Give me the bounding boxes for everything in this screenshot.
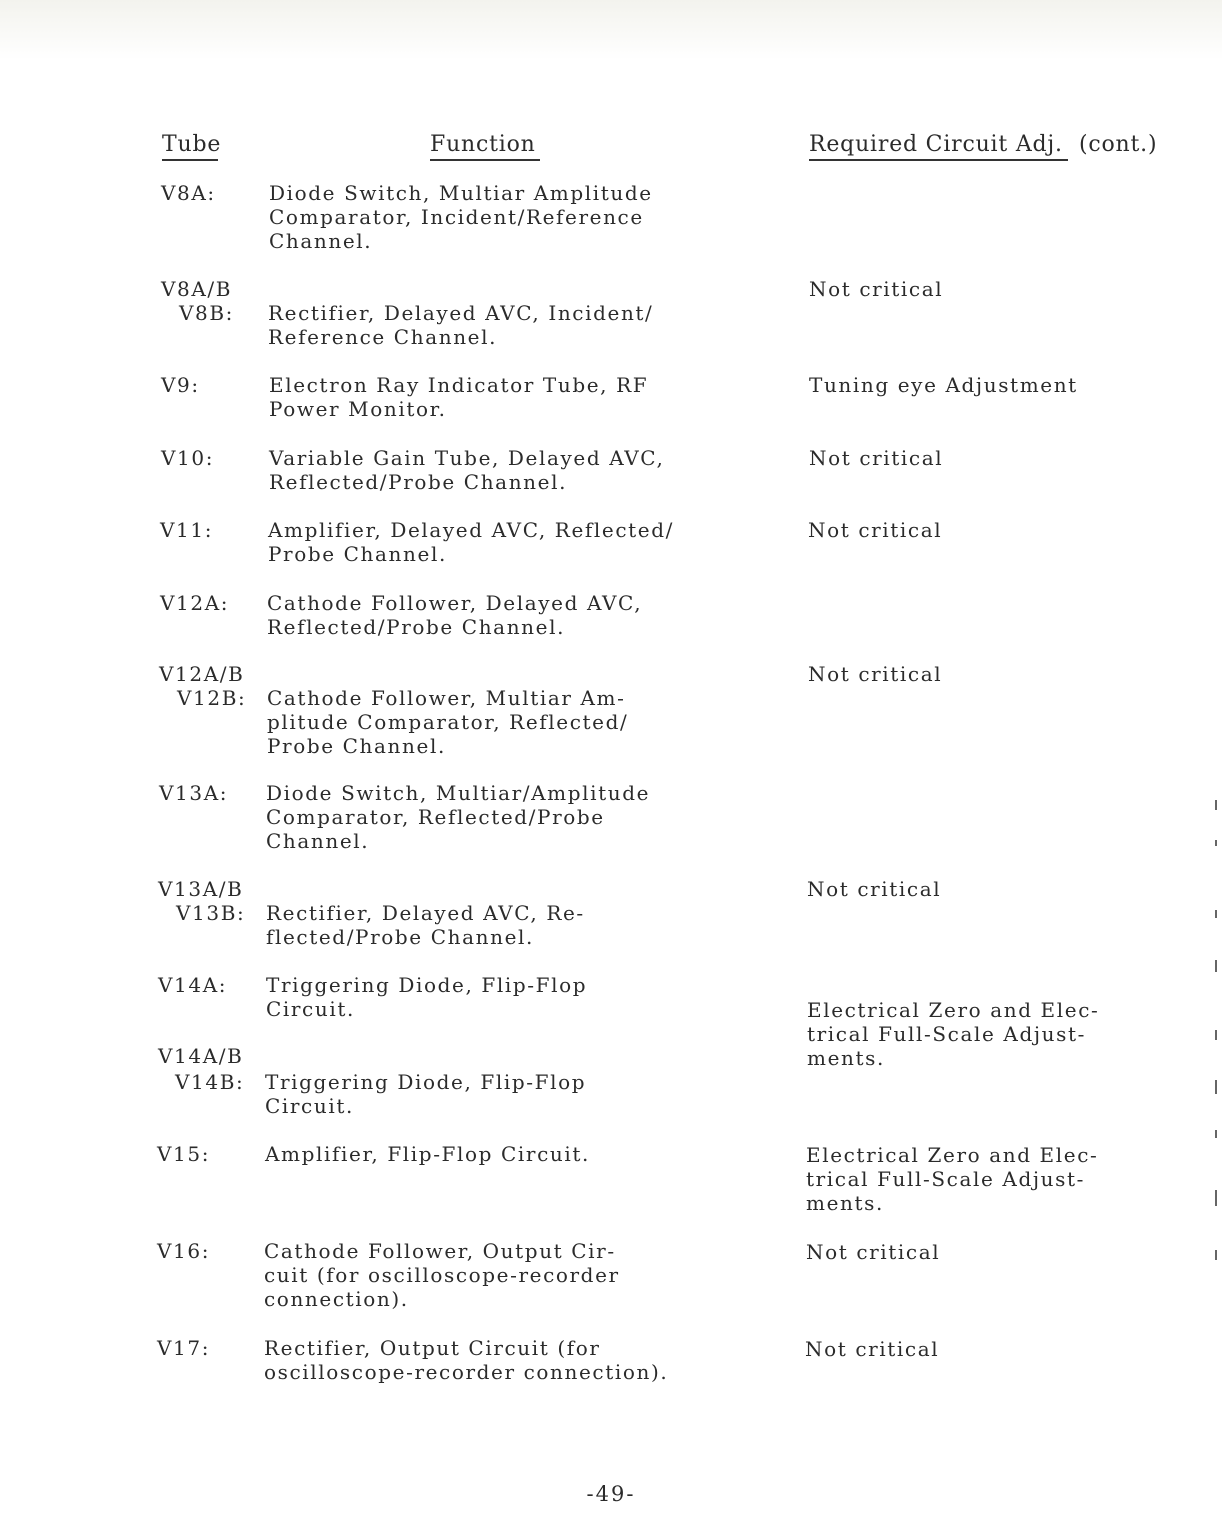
function-line: Rectifier, Delayed AVC, Re- [266, 901, 585, 925]
function-line: Channel. [269, 229, 373, 253]
tube-label: V14B: [175, 1070, 245, 1094]
function-line: flected/Probe Channel. [266, 925, 534, 949]
tube-label: V12A/B [159, 662, 245, 686]
scan-top-shading [0, 0, 1222, 60]
function-line: Reflected/Probe Channel. [269, 470, 568, 494]
adjustment-line: Not critical [807, 877, 942, 901]
header-tube: Tube [162, 132, 222, 157]
adjustment-line: Not critical [806, 1240, 941, 1264]
header-adjustment: Required Circuit Adj. [809, 132, 1063, 157]
scan-edge-mark [1215, 1130, 1217, 1138]
function-line: Cathode Follower, Delayed AVC, [267, 591, 643, 615]
function-line: Triggering Diode, Flip-Flop [265, 1070, 587, 1094]
adjustment-line: Not critical [808, 518, 943, 542]
function-line: Channel. [266, 829, 370, 853]
tube-label: V14A/B [158, 1044, 244, 1068]
function-line: Comparator, Incident/Reference [269, 205, 644, 229]
adjustment-line: Tuning eye Adjustment [809, 373, 1078, 397]
function-line: Rectifier, Output Circuit (for [264, 1336, 601, 1360]
tube-label: V11: [160, 518, 214, 542]
tube-label: V9: [161, 373, 200, 397]
adjustment-line: trical Full-Scale Adjust- [806, 1167, 1085, 1191]
header-function-underline [430, 159, 540, 161]
function-line: Comparator, Reflected/Probe [266, 805, 605, 829]
page-number: -49- [586, 1482, 636, 1506]
function-line: plitude Comparator, Reflected/ [267, 710, 629, 734]
function-line: Power Monitor. [269, 397, 447, 421]
function-line: Variable Gain Tube, Delayed AVC, [269, 446, 665, 470]
tube-label: V13A: [159, 781, 229, 805]
function-line: Amplifier, Delayed AVC, Reflected/ [268, 518, 674, 542]
scan-edge-mark [1215, 1080, 1217, 1094]
adjustment-line: Not critical [808, 662, 943, 686]
tube-label: V16: [157, 1239, 211, 1263]
tube-label: V8B: [179, 301, 235, 325]
scan-edge-mark [1215, 840, 1217, 846]
tube-label: V8A/B [161, 277, 233, 301]
function-line: Reference Channel. [268, 325, 498, 349]
tube-label: V15: [157, 1142, 211, 1166]
function-line: Reflected/Probe Channel. [267, 615, 566, 639]
tube-label: V10: [161, 446, 215, 470]
function-line: Cathode Follower, Multiar Am- [267, 686, 626, 710]
adjustment-line: Not critical [809, 277, 944, 301]
function-line: Amplifier, Flip-Flop Circuit. [265, 1142, 590, 1166]
scan-edge-mark [1215, 1190, 1217, 1206]
scan-edge-mark [1215, 1250, 1217, 1260]
function-line: Rectifier, Delayed AVC, Incident/ [268, 301, 654, 325]
tube-label: V14A: [158, 973, 228, 997]
function-line: Circuit. [265, 1094, 354, 1118]
function-line: Circuit. [266, 997, 355, 1021]
scan-edge-mark [1215, 800, 1217, 810]
tube-label: V12B: [177, 686, 247, 710]
tube-label: V13B: [176, 901, 246, 925]
function-line: connection). [264, 1287, 409, 1311]
function-line: Probe Channel. [268, 542, 447, 566]
tube-label: V12A: [160, 591, 230, 615]
tube-label: V8A: [161, 181, 216, 205]
function-line: Diode Switch, Multiar Amplitude [269, 181, 653, 205]
function-line: oscilloscope-recorder connection). [264, 1360, 669, 1384]
header-function: Function [430, 132, 536, 157]
scan-edge-mark [1215, 910, 1217, 918]
adjustment-line: ments. [807, 1046, 885, 1070]
adjustment-line: Electrical Zero and Elec- [806, 1143, 1099, 1167]
header-adjustment-underline [809, 159, 1068, 161]
function-line: cuit (for oscilloscope-recorder [264, 1263, 620, 1287]
header-adjustment-cont: (cont.) [1079, 132, 1158, 157]
function-line: Probe Channel. [267, 734, 446, 758]
tube-label: V13A/B [158, 877, 244, 901]
adjustment-line: ments. [806, 1191, 884, 1215]
tube-label: V17: [157, 1336, 211, 1360]
adjustment-line: trical Full-Scale Adjust- [807, 1022, 1086, 1046]
function-line: Electron Ray Indicator Tube, RF [269, 373, 649, 397]
scan-edge-mark [1215, 1030, 1217, 1040]
function-line: Triggering Diode, Flip-Flop [266, 973, 588, 997]
header-tube-underline [162, 159, 218, 161]
adjustment-line: Electrical Zero and Elec- [807, 998, 1100, 1022]
function-line: Cathode Follower, Output Cir- [264, 1239, 616, 1263]
adjustment-line: Not critical [805, 1337, 940, 1361]
adjustment-line: Not critical [809, 446, 944, 470]
function-line: Diode Switch, Multiar/Amplitude [266, 781, 651, 805]
scan-edge-mark [1215, 960, 1217, 972]
